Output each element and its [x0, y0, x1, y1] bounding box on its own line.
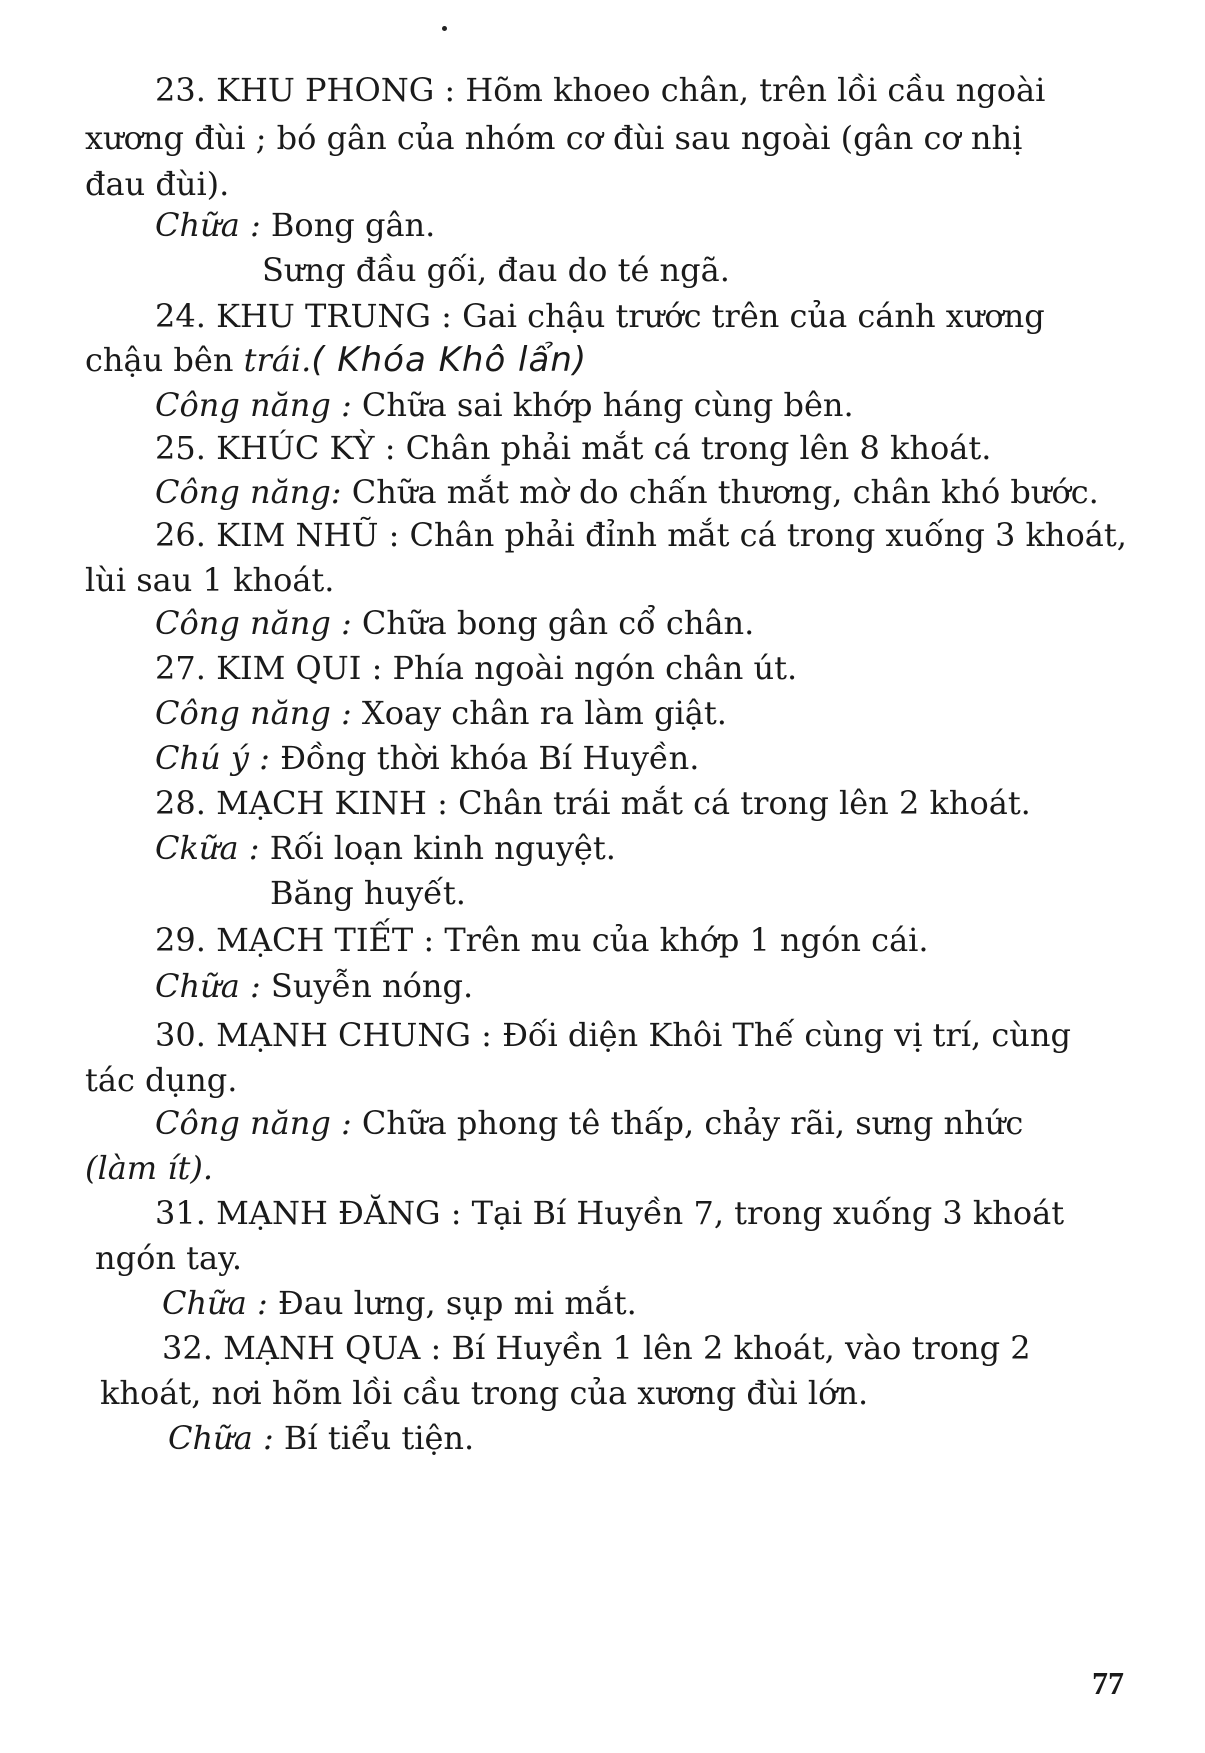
entry-24-line-2b: trái. — [243, 341, 312, 379]
entry-25-label: Công năng: — [155, 473, 342, 511]
entry-26-line-1: 26. KIM NHŨ : Chân phải đỉnh mắt cá trong xuống 3 khoát, — [155, 516, 1127, 554]
entry-30-line-2: tác dụng. — [85, 1061, 238, 1099]
entry-23-line-2: xương đùi ; bó gân của nhóm cơ đùi sau ngoài (gân cơ nhị — [85, 119, 1023, 157]
entry-23-label: Chữa : — [155, 206, 261, 244]
entry-28-use-2: Băng huyết. — [270, 874, 466, 912]
entry-24-use-1: Chữa sai khớp háng cùng bên. — [361, 386, 854, 424]
page-number: 77 — [1092, 1665, 1124, 1701]
entry-29-use-1: Suyễn nóng. — [270, 967, 474, 1005]
entry-28-label: Ckữa : — [155, 829, 260, 867]
entry-24-line-1: 24. KHU TRUNG : Gai chậu trước trên của cánh xương — [155, 297, 1045, 335]
entry-24-line-2 — [85, 340, 587, 380]
entry-24-use — [155, 385, 854, 425]
entry-23-use-2: Sưng đầu gối, đau do té ngã. — [262, 251, 730, 289]
entry-23-use — [155, 205, 435, 245]
entry-30-use — [155, 1103, 1023, 1143]
entry-32-line-2: khoát, nơi hõm lồi cầu trong của xương đùi lớn. — [100, 1374, 869, 1412]
entry-27-note-1: Đồng thời khóa Bí Huyền. — [280, 739, 700, 777]
entry-29-line-1: 29. MẠCH TIẾT : Trên mu của khớp 1 ngón cái. — [155, 921, 929, 959]
entry-31-line-1: 31. MẠNH ĐĂNG : Tại Bí Huyền 7, trong xuống 3 khoát — [155, 1194, 1065, 1232]
entry-29-label: Chữa : — [155, 967, 261, 1005]
entry-26-label: Công năng : — [155, 604, 352, 642]
entry-23-line-3: đau đùi). — [85, 165, 230, 203]
entry-27-note — [155, 738, 699, 778]
entry-31-use-1: Đau lưng, sụp mi mắt. — [277, 1284, 637, 1322]
entry-26-use — [155, 603, 754, 643]
entry-29-use — [155, 966, 473, 1006]
entry-30-use-1: Chữa phong tê thấp, chảy rãi, sưng nhức — [361, 1104, 1024, 1142]
entry-32-line-1: 32. MẠNH QUA : Bí Huyền 1 lên 2 khoát, vào trong 2 — [162, 1329, 1031, 1367]
entry-27-label: Công năng : — [155, 694, 352, 732]
entry-27-use-1: Xoay chân ra làm giật. — [361, 694, 727, 732]
entry-27-label-2: Chú ý : — [155, 739, 270, 777]
entry-23-use-1: Bong gân. — [270, 206, 436, 244]
entry-32-label: Chữa : — [168, 1419, 274, 1457]
entry-23-line-1: 23. KHU PHONG : Hõm khoeo chân, trên lồi cầu ngoài — [155, 71, 1046, 109]
entry-28-line-1: 28. MẠCH KINH : Chân trái mắt cá trong lên 2 khoát. — [155, 784, 1031, 822]
entry-27-line-1: 27. KIM QUI : Phía ngoài ngón chân út. — [155, 649, 798, 687]
entry-30-line-1: 30. MẠNH CHUNG : Đối diện Khôi Thế cùng vị trí, cùng — [155, 1016, 1071, 1054]
entry-28-use — [155, 828, 616, 868]
entry-30-label: Công năng : — [155, 1104, 352, 1142]
entry-25-use — [155, 472, 1099, 512]
entry-31-label: Chữa : — [162, 1284, 268, 1322]
handwritten-annotation: ( Khóa Khô lẩn) — [311, 340, 588, 380]
entry-25-use-1: Chữa mắt mờ do chấn thương, chân khó bước. — [351, 473, 1099, 511]
entry-31-line-2: ngón tay. — [95, 1239, 243, 1277]
entry-25-line-1: 25. KHÚC KỲ : Chân phải mắt cá trong lên 8 khoát. — [155, 429, 992, 467]
entry-24-label: Công năng : — [155, 386, 352, 424]
entry-26-use-1: Chữa bong gân cổ chân. — [361, 604, 755, 642]
entry-32-use-1: Bí tiểu tiện. — [283, 1419, 475, 1457]
ink-dot — [442, 26, 447, 31]
entry-30-use-2: (làm ít). — [85, 1149, 214, 1187]
entry-32-use — [168, 1418, 474, 1458]
entry-28-use-1: Rối loạn kinh nguyệt. — [269, 829, 616, 867]
entry-24-line-2a: chậu bên — [85, 341, 234, 379]
entry-26-line-2: lùi sau 1 khoát. — [85, 561, 335, 599]
entry-27-use — [155, 693, 727, 733]
entry-31-use — [162, 1283, 637, 1323]
